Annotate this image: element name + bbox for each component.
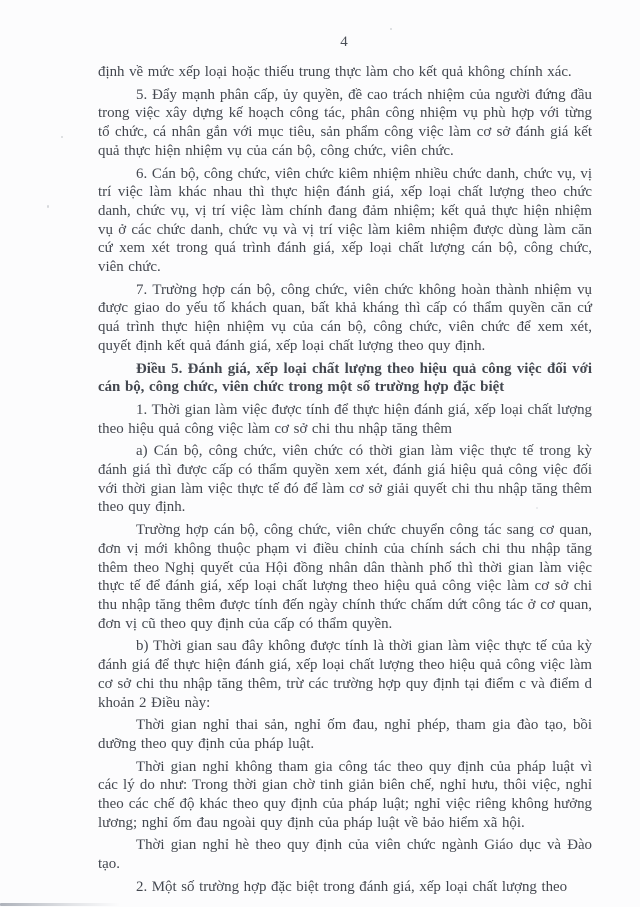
paragraph-leave-other: Thời gian nghỉ không tham gia công tác theo quy định của pháp luật vì các lý do như: Trong thời gian chờ tinh giản biên chế, nghỉ hưu, thôi việc, nghỉ theo các chế độ khác theo quy định của pháp luật; nghỉ việc riêng không hưởng lương; nghỉ ốm đau ngoài quy định của pháp luật về bảo hiểm xã hội. [98, 758, 592, 831]
paragraph-transfer-case: Trường hợp cán bộ, công chức, viên chức chuyển công tác sang cơ quan, đơn vị mới không thuộc phạm vi điều chỉnh của chính sách chi thu nhập tăng thêm theo Nghị quyết của Hội đồng nhân dân thành phố thì thời gian làm việc thực tế để đánh giá, xếp loại chất lượng theo hiệu quả công việc làm cơ sở chi thu nhập tăng thêm được tính đến ngày chính thức chấm dứt công tác ở cơ quan, đơn vị cũ theo quy định của cấp có thẩm quyền. [98, 522, 592, 632]
scan-artifact-speck [390, 28, 392, 30]
scan-artifact-speck [536, 507, 538, 509]
paragraph-clause-1: 1. Thời gian làm việc được tính để thực hiện đánh giá, xếp loại chất lượng theo hiệu quả công việc làm cơ sở chi thu nhập tăng thêm [98, 401, 592, 437]
scan-artifact-streak [0, 903, 120, 906]
article-5-heading: Điều 5. Đánh giá, xếp loại chất lượng theo hiệu quả công việc đối với cán bộ, công chức, viên chức trong một số trường hợp đặc biệt [98, 360, 592, 396]
paragraph-leave-summer: Thời gian nghỉ hè theo quy định của viên chức ngành Giáo dục và Đào tạo. [98, 837, 592, 873]
paragraph-clause-2: 2. Một số trường hợp đặc biệt trong đánh giá, xếp loại chất lượng theo [136, 878, 568, 895]
paragraph-item-6: 6. Cán bộ, công chức, viên chức kiêm nhiệm nhiều chức danh, chức vụ, vị trí việc làm khác nhau thì thực hiện đánh giá, xếp loại chất lượng theo chức danh, chức vụ, vị trí việc làm chính đang đảm nhiệm; kết quả thực hiện nhiệm vụ ở các chức danh, chức vụ và vị trí việc làm kiêm nhiệm được dùng làm căn cứ xem xét trong quá trình đánh giá, xếp loại chất lượng cán bộ, công chức, viên chức. [98, 165, 592, 276]
paragraph-item-7: 7. Trường hợp cán bộ, công chức, viên chức không hoàn thành nhiệm vụ được giao do yếu tố khách quan, bất khả kháng thì cấp có thẩm quyền căn cứ quá trình thực hiện nhiệm vụ của cán bộ, công chức, viên chức để xem xét, quyết định kết quả đánh giá, xếp loại chất lượng theo quy định. [98, 281, 592, 354]
page-number: 4 [340, 34, 348, 50]
paragraph-leave-maternity: Thời gian nghỉ thai sản, nghỉ ốm đau, nghỉ phép, tham gia đào tạo, bồi dưỡng theo quy định của pháp luật. [98, 717, 592, 752]
scan-artifact-speck [61, 136, 63, 138]
paragraph-item-5: 5. Đẩy mạnh phân cấp, ủy quyền, đề cao trách nhiệm của người đứng đầu trong việc xây dựng kế hoạch công tác, phân công nhiệm vụ phù hợp với từng tổ chức, cá nhân gắn với mục tiêu, sản phẩm công việc làm cơ sở đánh giá kết quả thực hiện nhiệm vụ của cán bộ, công chức, viên chức. [98, 86, 592, 159]
paragraph-point-a: a) Cán bộ, công chức, viên chức có thời gian làm việc thực tế trong kỳ đánh giá thì được cấp có thẩm quyền xem xét, đánh giá hiệu quả công việc đối với thời gian làm việc thực tế đó để làm cơ sở giải quyết chi thu nhập tăng thêm theo quy định. [98, 443, 592, 516]
paragraph-point-b: b) Thời gian sau đây không được tính là thời gian làm việc thực tế của kỳ đánh giá để thực hiện đánh giá, xếp loại chất lượng theo hiệu quả công việc làm cơ sở chi thu nhập tăng thêm, trừ các trường hợp quy định tại điểm c và điểm d khoản 2 Điều này: [98, 638, 592, 711]
paragraph-continuation: định về mức xếp loại hoặc thiếu trung thực làm cho kết quả không chính xác. [98, 64, 572, 80]
document-body [98, 63, 592, 901]
scan-artifact-speck [47, 205, 49, 208]
